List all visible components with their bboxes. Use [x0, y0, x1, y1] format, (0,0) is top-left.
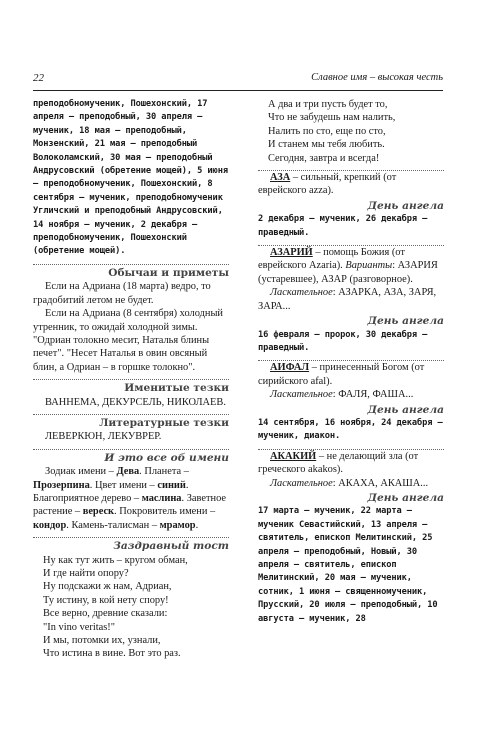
akakiy-entry — [258, 450, 444, 477]
akakiy-meaning: – не делающий зла (от греческого akakos). — [258, 450, 419, 476]
akakiy-diminutive — [258, 477, 444, 490]
verse-line: И где найти опору? — [43, 568, 129, 579]
namesakes-heading: Именитые тезки — [124, 382, 229, 395]
azariy-variants-label: Варианты — [345, 260, 393, 272]
section-divider — [33, 537, 229, 538]
color-value: синий — [157, 479, 186, 491]
aifal-entry — [258, 361, 444, 388]
akakiy-name: АКАКИЙ — [270, 450, 317, 462]
aza-angel-day-heading: День ангела — [367, 199, 444, 212]
page-number: 22 — [33, 72, 44, 84]
azariy-angel-days: 16 февраля – пророк, 30 декабря – праведный. — [258, 329, 428, 353]
customs-paragraph-2: Если на Адриана (8 сентября) холодный утренник, то ожидай холодной зимы. "Одриан толокно месит, Наталья блины печет". "Несет Наталья в овин овсяный блин, а Одриан – в горшке толокно". — [33, 308, 223, 373]
verse-line: "In vino veritas!" — [43, 621, 115, 633]
planet-value: Прозерпина — [33, 479, 90, 491]
azariy-entry — [258, 246, 444, 286]
verse-line: Налить по сто, еще по сто, — [268, 125, 386, 137]
toast-heading: Заздравный тост — [113, 540, 229, 553]
azariy-diminutive — [258, 286, 444, 313]
verse-line: А два и три пусть будет то, — [268, 99, 388, 110]
akakiy-diminutive-values: : АКАХА, АКАША... — [332, 477, 429, 489]
tree-label: . Благоприятное дерево – — [33, 479, 189, 504]
toast-verse-left — [33, 554, 229, 661]
literary-namesakes-heading: Литературные тезки — [99, 416, 229, 429]
akakiy-diminutive-label: Ласкательное — [270, 477, 333, 489]
planet-label: . Планета – — [139, 466, 189, 478]
azariy-diminutive-label: Ласкательное — [270, 287, 333, 299]
running-title: Славное имя – высокая честь — [311, 72, 443, 83]
zodiac-value: Дева — [116, 466, 140, 478]
verse-line: Ну как тут жить – кругом обман, — [43, 554, 188, 566]
tree-value: маслина — [141, 492, 182, 504]
verse-line: Что не забудешь нам налить, — [268, 112, 396, 124]
section-divider — [33, 264, 229, 265]
azariy-variants: : АЗАРИЯ (устаревшее), АЗАР (разговорное). — [258, 260, 438, 285]
verse-line: Все верно, древние сказали: — [43, 608, 168, 620]
aifal-meaning: – принесенный Богом (от сирийского afal). — [258, 362, 425, 387]
verse-line: Сегодня, завтра и всегда! — [268, 152, 380, 164]
aifal-name: АИФАЛ — [270, 362, 310, 374]
verse-line: Что истина в вине. Вот это раз. — [43, 648, 181, 660]
saints-days-text: преподобномученик, Пошехонский, 17 апреля – преподобный, 30 апреля – мученик, 18 мая – преподобный, Монзенский, 21 мая – преподобный Волоколамский, 30 мая – преподобный Андрусовский (обретение мощей), 5 июня – преподобномученик, Пошехонский, 8 сентября – мученик, преподобномученик Угличский и преподобный Андрусовский, 14 ноября – мученик, 2 декабря – преподобномученик, Пошехонский (обретение мощей). — [33, 99, 228, 257]
namesakes-text: ВАННЕМА, ДЕКУРСЕЛЬ, НИКОЛАЕВ. — [45, 396, 226, 408]
aifal-angel-day-heading: День ангела — [367, 403, 444, 416]
aifal-angel-days: 14 сентября, 16 ноября, 24 декабря – мученик, диакон. — [258, 417, 443, 442]
aifal-diminutive — [258, 388, 444, 401]
color-label: . Цвет имени – — [89, 479, 158, 491]
page-header — [33, 72, 443, 91]
verse-line: Ну подскажи ж нам, Адриан, — [43, 581, 172, 593]
toast-verse-right — [258, 98, 444, 165]
azariy-diminutive-values: : АЗАРКА, АЗА, ЗАРЯ, ЗАРА... — [258, 287, 437, 312]
plant-value: вереск — [82, 506, 115, 518]
stone-label: . Камень-талисман – — [66, 519, 160, 531]
section-divider — [33, 414, 229, 415]
right-column — [258, 98, 444, 626]
animal-value: кондор — [33, 519, 67, 531]
akakiy-angel-day-heading: День ангела — [367, 491, 444, 504]
aza-entry — [258, 171, 444, 198]
section-divider — [33, 379, 229, 380]
zodiac-label: Зодиак имени – — [45, 466, 117, 478]
about-name-text — [33, 465, 229, 532]
azariy-angel-day-heading: День ангела — [367, 315, 444, 328]
azariy-meaning: – помощь Божия (от еврейского Azaria). — [258, 247, 405, 272]
azariy-name: АЗАРИЙ — [270, 247, 313, 259]
aifal-diminutive-values: : ФАЛЯ, ФАША... — [332, 389, 414, 401]
aza-name: АЗА — [270, 172, 291, 184]
section-divider — [33, 449, 229, 450]
animal-label: . Покровитель имени – — [114, 506, 216, 518]
akakiy-angel-days: 17 марта – мученик, 22 марта – мученик Севастийский, 13 апреля – святитель, епископ Мелитинский, 25 апреля – преподобный, Новый, 30 апреля – святитель, епископ Мелитинский, 20 мая – мученик, сотник, 1 июня – священномученик, Прусский, 20 июля – преподобный, 10 августа – мученик, 28 — [258, 506, 438, 624]
about-name-heading: И это все об имени — [104, 451, 229, 464]
aza-meaning: – сильный, крепкий (от еврейского azza). — [258, 172, 397, 197]
aza-angel-days: 2 декабря – мученик, 26 декабря – праведный. — [258, 214, 428, 238]
customs-paragraph-1: Если на Адриана (18 марта) ведро, то градобитий летом не будет. — [33, 281, 211, 306]
stone-value: мрамор — [159, 519, 196, 531]
verse-line: Ту истину, в кой нету спору! — [43, 594, 169, 606]
left-column — [33, 98, 229, 661]
plant-label: . Заветное растение – — [33, 492, 227, 518]
aifal-diminutive-label: Ласкательное — [270, 389, 333, 401]
verse-line: И станем мы тебя любить. — [268, 139, 385, 151]
literary-namesakes-text: ЛЕВЕРКЮН, ЛЕКУВРЕР. — [45, 431, 162, 443]
verse-line: И мы, потомки их, узнали, — [43, 635, 161, 647]
customs-heading: Обычаи и приметы — [108, 266, 229, 279]
about-end: . — [195, 519, 199, 531]
